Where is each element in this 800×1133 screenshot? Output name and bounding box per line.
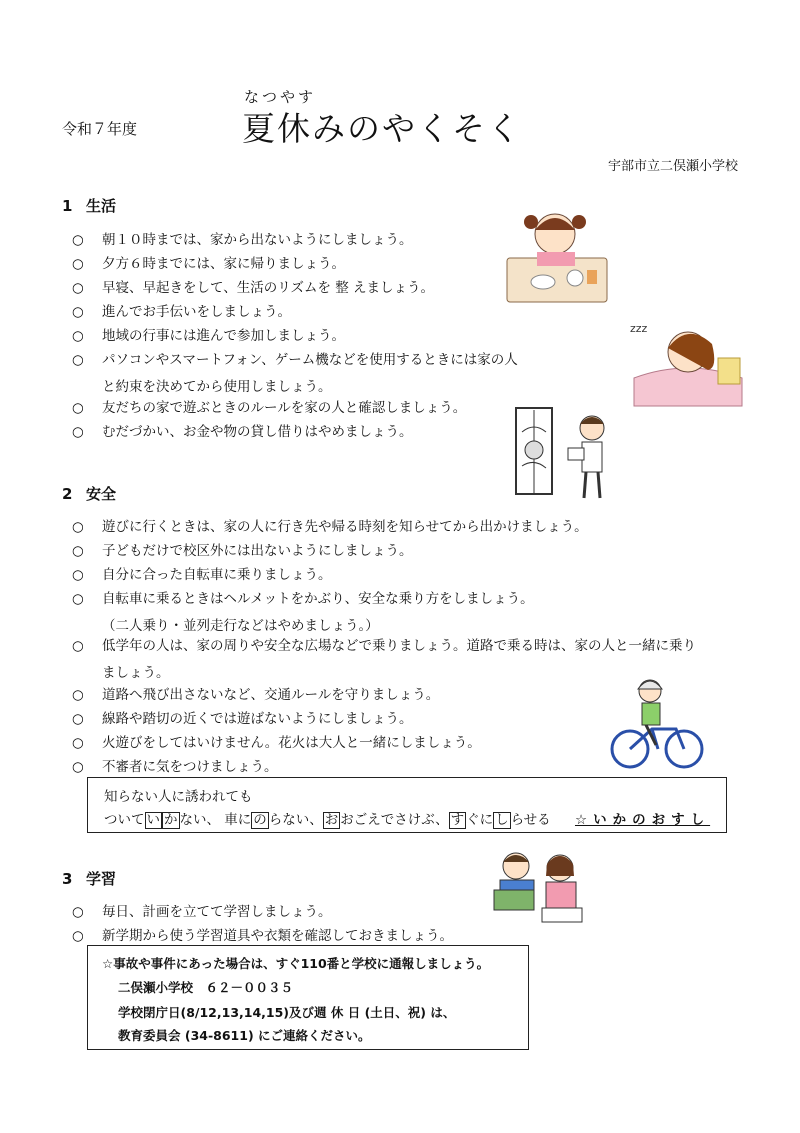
list-item: ○ 新学期から使う学習道具や衣類を確認しておきましょう。 <box>72 928 453 944</box>
children-reading-illustration <box>488 842 590 934</box>
school-year: 令和７年度 <box>62 120 138 138</box>
title-ruby: なつやす <box>244 88 317 106</box>
key-char: の <box>253 812 267 828</box>
list-item: ○ 火遊びをしてはいけません。花火は大人と一緒にしましょう。 <box>72 735 481 751</box>
key-char: し <box>495 812 509 828</box>
ikanosushi-intro: 知らない人に誘われても <box>104 789 253 805</box>
ikanosushi-box <box>87 777 727 833</box>
key-char: い <box>146 812 160 828</box>
list-item-continuation: と約束を決めてから使用しましょう。 <box>102 379 332 395</box>
list-item: ○ 自転車に乗るときはヘルメットをかぶり、安全な乗り方をしましょう。 <box>72 591 534 607</box>
list-item: ○ 低学年の人は、家の周りや安全な広場などで乗りましょう。道路で乗る時は、家の人と一緒に乗り <box>72 638 696 654</box>
ikanosushi-rules: ついて い か ない、 車に の らない、 お おごえでさけぶ、 す ぐに し らせる ☆いかのおすし <box>104 812 711 828</box>
key-char: か <box>164 812 178 828</box>
list-item: ○ むだづかい、お金や物の貸し借りはやめましょう。 <box>72 424 413 440</box>
school-phone: 二俣瀬小学校 ６２－００３５ <box>118 980 294 995</box>
school-name: 宇部市立二俣瀬小学校 <box>607 159 738 174</box>
sleeping-girl-illustration <box>628 318 746 408</box>
cyclist-helmet-illustration <box>606 673 706 773</box>
list-item: ○ 不審者に気をつけましょう。 <box>72 759 278 775</box>
emergency-box <box>87 945 529 1050</box>
list-item: ○ 線路や踏切の近くでは遊ばないようにしましょう。 <box>72 711 413 727</box>
section-heading-safety: 2 安全 <box>62 485 117 503</box>
list-item: ○ 夕方６時までには、家に帰りましょう。 <box>72 256 345 272</box>
key-char: お <box>324 812 339 828</box>
list-item: ○ 道路へ飛び出さないなど、交通ルールを守りましょう。 <box>72 687 440 703</box>
list-item: ○ 友だちの家で遊ぶときのルールを家の人と確認しましょう。 <box>72 400 467 416</box>
board-contact: 教育委員会 (34-8611) にご連絡ください。 <box>118 1028 371 1043</box>
page-title: 夏休みのやくそく <box>242 109 522 148</box>
key-char: す <box>450 812 465 828</box>
list-item: ○ 進んでお手伝いをしましょう。 <box>72 304 291 320</box>
closure-notice: 学校閉庁日(8/12,13,14,15)及び週 休 日 (土日、祝) は、 <box>118 1005 456 1020</box>
list-item: ○ 自分に合った自転車に乗りましょう。 <box>72 567 332 583</box>
svg-text:zzz: zzz <box>630 322 648 335</box>
list-item: ○ パソコンやスマートフォン、ゲーム機などを使用するときには家の人 <box>72 352 518 368</box>
emergency-notice: ☆事故や事件にあった場合は、すぐ110番と学校に通報しましょう。 <box>102 956 490 971</box>
list-item: ○ 遊びに行くときは、家の人に行き先や帰る時刻を知らせてから出かけましょう。 <box>72 519 588 535</box>
list-item: ○ 朝１０時までは、家から出ないようにしましょう。 <box>72 232 413 248</box>
list-item: ○ 地域の行事には進んで参加しましょう。 <box>72 328 345 344</box>
section-heading-life: 1 生活 <box>62 197 117 215</box>
list-item: ○ 毎日、計画を立てて学習しましょう。 <box>72 904 332 920</box>
list-item: ○ 子どもだけで校区外には出ないようにしましょう。 <box>72 543 413 559</box>
boy-observing-plant-illustration <box>512 402 614 502</box>
girl-eating-illustration <box>503 200 611 308</box>
list-item: ○ 早寝、早起きをして、生活のリズムを 整 えましょう。 <box>72 280 435 296</box>
section-heading-study: 3 学習 <box>62 870 117 888</box>
list-item-continuation: ましょう。 <box>102 665 170 681</box>
list-item-continuation: （二人乗り・並列走行などはやめましょう。） <box>102 618 379 634</box>
ikanosushi-slogan: ☆いかのおすし <box>574 812 711 828</box>
